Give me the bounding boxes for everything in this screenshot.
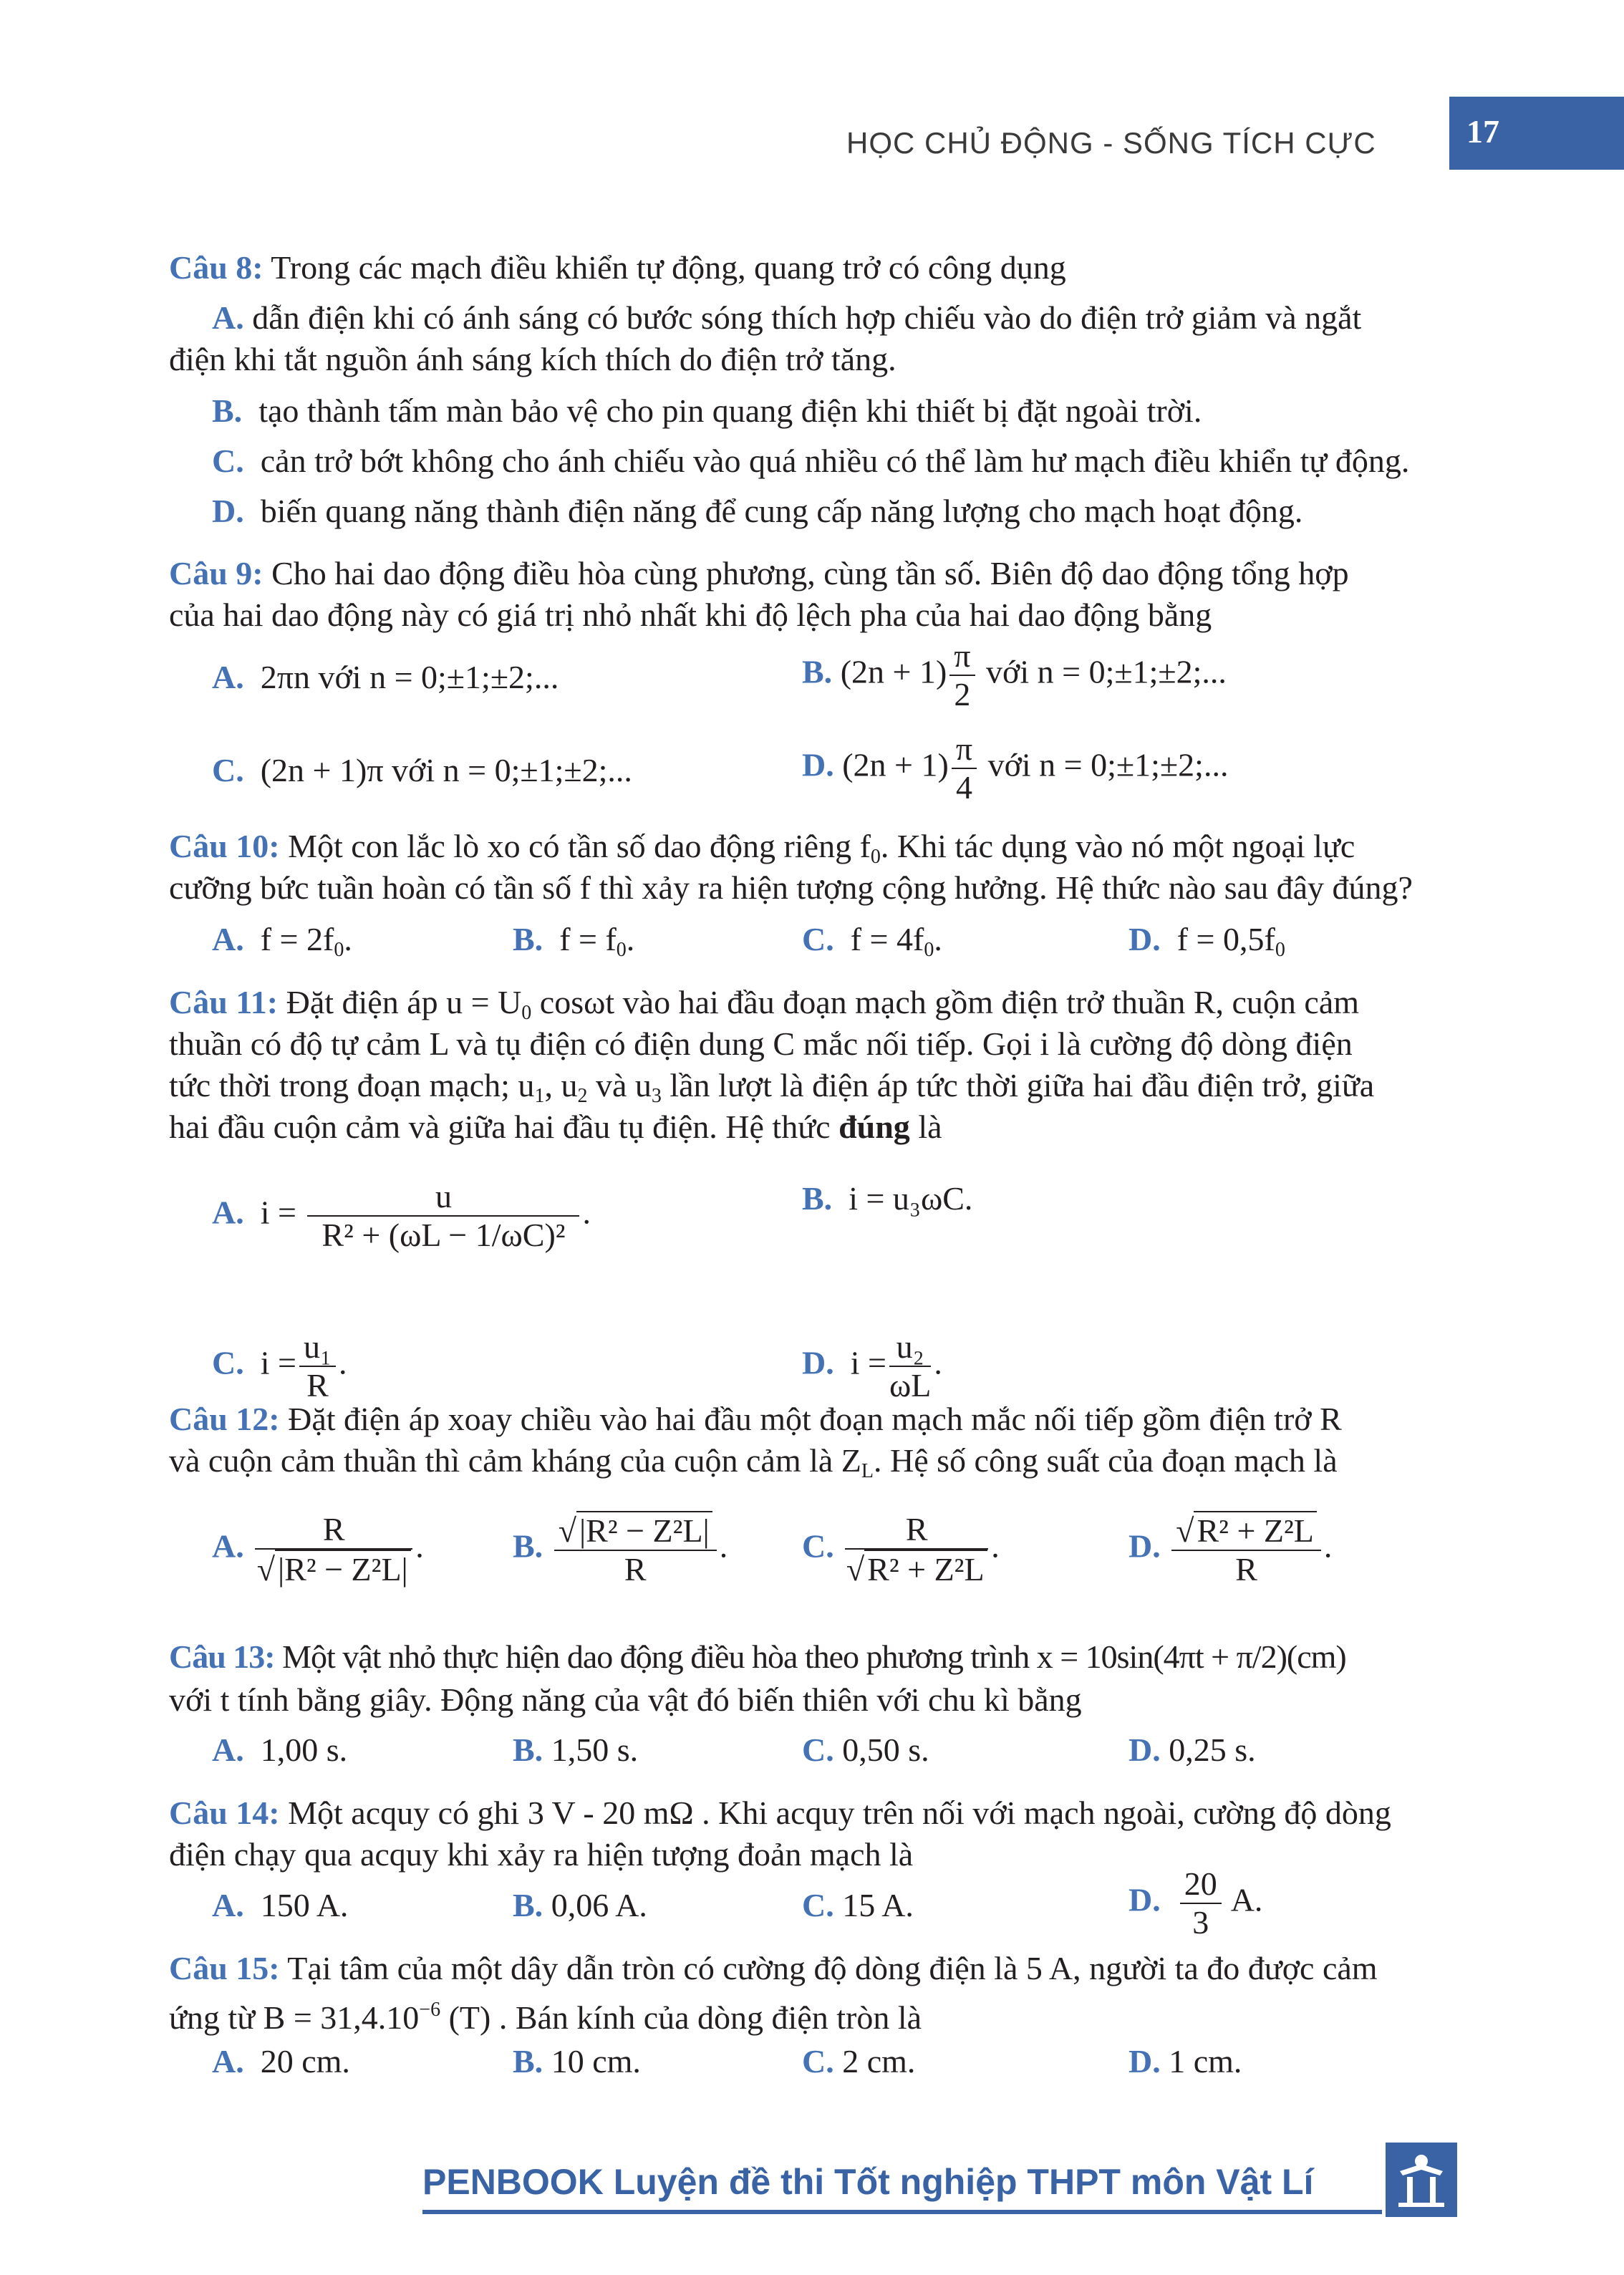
q8-option-d: D. biến quang năng thành điện năng để cung cấp năng lượng cho mạch hoạt động. bbox=[212, 493, 1303, 529]
q13-option-d: D. 0,25 s. bbox=[1128, 1731, 1256, 1768]
q10-option-b: B. $f = f_0$. bbox=[513, 921, 635, 961]
question-stem: Trong các mạch điều khiển tự động, quang trở có công dụng bbox=[271, 249, 1066, 286]
question-8 bbox=[169, 247, 1455, 289]
q14-option-c: C. 15 A. bbox=[802, 1887, 914, 1923]
question-13: Câu 13: Một vật nhỏ thực hiện dao động điều hòa theo phương trình x = 10sin(4πt + π/2)(cm) bbox=[169, 1638, 1346, 1675]
q12-stem-cont: và cuộn cảm thuần thì cảm kháng của cuộn cảm là $Z_L$. Hệ số công suất của đoạn mạch là bbox=[169, 1442, 1338, 1482]
q14-option-d: D. $\frac{20}{3}$ A. bbox=[1128, 1865, 1263, 1941]
q9-stem-cont: của hai dao động này có giá trị nhỏ nhất khi độ lệch pha của hai dao động bằng bbox=[169, 596, 1212, 633]
q15-option-b: B. 10 cm. bbox=[513, 2043, 641, 2080]
q9-option-a: A. 2πn với n = 0;±1;±2;... bbox=[212, 659, 559, 695]
question-9: Câu 9: Cho hai dao động điều hòa cùng phương, cùng tần số. Biên độ dao động tổng hợp bbox=[169, 555, 1349, 591]
q12-option-c: C. $\frac{R}{\text{√R² + Z²L}}$ . bbox=[802, 1511, 1000, 1588]
q11-stem-2: thuần có độ tự cảm L và tụ điện có điện dung C mắc nối tiếp. Gọi i là cường độ dòng điện bbox=[169, 1025, 1353, 1062]
q14-option-b: B. 0,06 A. bbox=[513, 1887, 647, 1923]
q11-option-c: C. i = $\frac{\text{u₁}}{R}$ . bbox=[212, 1328, 347, 1404]
footer-title: PENBOOK Luyện đề thi Tốt nghiệp THPT môn Vật Lí bbox=[422, 2162, 1314, 2202]
q12-option-b: B. $\frac{\text{√|R² − Z²L|}}{R}$ . bbox=[513, 1512, 728, 1588]
question-14: Câu 14: Một acquy có ghi 3 V - 20 mΩ . Khi acquy trên nối với mạch ngoài, cường độ dòng bbox=[169, 1795, 1391, 1831]
q10-option-c: C. $f = 4f_0$. bbox=[802, 921, 942, 961]
q9-option-d: D. (2n + 1) $\frac{\pi}{4}$ với n = 0;±1;±2;... bbox=[802, 730, 1229, 806]
q12-option-a: A. $\frac{R}{\text{√|R² − Z²L|}}$ . bbox=[212, 1511, 424, 1588]
q9-option-c: C. (2n + 1)π với n = 0;±1;±2;... bbox=[212, 752, 632, 788]
q8-option-a-cont: điện khi tắt nguồn ánh sáng kích thích do điện trở tăng. bbox=[169, 341, 896, 377]
q13-option-b: B. 1,50 s. bbox=[513, 1731, 639, 1768]
q11-option-d: D. i = $\frac{\text{u₂}}{\omega L}$ . bbox=[802, 1328, 942, 1404]
question-10: Câu 10: Một con lắc lò xo có tần số dao động riêng $f_0$. Khi tác dụng vào nó một ngoại lực bbox=[169, 828, 1355, 868]
publisher-logo-icon bbox=[1386, 2143, 1457, 2217]
q13-option-c: C. 0,50 s. bbox=[802, 1731, 929, 1768]
q15-option-a: A. 20 cm. bbox=[212, 2043, 350, 2080]
q8-option-a: A. dẫn điện khi có ánh sáng có bước sóng thích hợp chiếu vào do điện trở giảm và ngắt bbox=[212, 299, 1362, 336]
q13-option-a: A. 1,00 s. bbox=[212, 1731, 348, 1768]
running-header: HỌC CHỦ ĐỘNG - SỐNG TÍCH CỰC bbox=[846, 126, 1376, 160]
q15-stem-cont: ứng từ $B = 31,4.10^{-6}$ (T) . Bán kính của dòng điện tròn là bbox=[169, 1999, 922, 2036]
q8-option-c: C. cản trở bớt không cho ánh chiếu vào quá nhiều có thể làm hư mạch điều khiển tự động. bbox=[212, 443, 1410, 479]
q11-option-a: A. i = $\frac{u}{\text{R² + (ωL − 1/ωC)²}}$ . bbox=[212, 1178, 591, 1253]
q9-option-b: B. (2n + 1) $\frac{\pi}{2}$ với n = 0;±1;±2;... bbox=[802, 637, 1227, 713]
q10-option-a: A. $f = 2f_0$. bbox=[212, 921, 352, 961]
q8-option-b: B. tạo thành tấm màn bảo vệ cho pin quang điện khi thiết bị đặt ngoài trời. bbox=[212, 392, 1202, 429]
question-15: Câu 15: Tại tâm của một dây dẫn tròn có cường độ dòng điện là 5 A, người ta đo được cảm bbox=[169, 1950, 1378, 1986]
q10-stem-cont: cưỡng bức tuần hoàn có tần số f thì xảy ra hiện tượng cộng hưởng. Hệ thức nào sau đây đúng? bbox=[169, 869, 1413, 906]
q11-stem-3: tức thời trong đoạn mạch; $u_1$, $u_2$ và $u_3$ lần lượt là điện áp tức thời giữa hai đầu điện trở, giữa bbox=[169, 1067, 1375, 1107]
q11-option-b: B. i = u₃ωC. bbox=[802, 1180, 973, 1217]
question-11: Câu 11: Đặt điện áp $u = U_0$ cosωt vào hai đầu đoạn mạch gồm điện trở thuần R, cuộn cảm bbox=[169, 984, 1360, 1024]
question-12: Câu 12: Đặt điện áp xoay chiều vào hai đầu một đoạn mạch mắc nối tiếp gồm điện trở R bbox=[169, 1401, 1342, 1437]
question-label: Câu 8: bbox=[169, 249, 264, 286]
q13-stem-cont: với t tính bằng giây. Động năng của vật đó biến thiên với chu kì bằng bbox=[169, 1681, 1082, 1718]
q14-stem-cont: điện chạy qua acquy khi xảy ra hiện tượng đoản mạch là bbox=[169, 1836, 914, 1873]
q15-option-c: C. 2 cm. bbox=[802, 2043, 916, 2080]
q15-option-d: D. 1 cm. bbox=[1128, 2043, 1242, 2080]
page-number: 17 bbox=[1449, 97, 1624, 170]
q11-stem-4: hai đầu cuộn cảm và giữa hai đầu tụ điện. Hệ thức đúng là bbox=[169, 1108, 942, 1145]
footer-divider bbox=[422, 2210, 1382, 2214]
q10-option-d: D. $f = 0,5f_0$ bbox=[1128, 921, 1285, 961]
q12-option-d: D. $\frac{\text{√R² + Z²L}}{R}$ . bbox=[1128, 1512, 1333, 1588]
q14-option-a: A. 150 A. bbox=[212, 1887, 349, 1923]
